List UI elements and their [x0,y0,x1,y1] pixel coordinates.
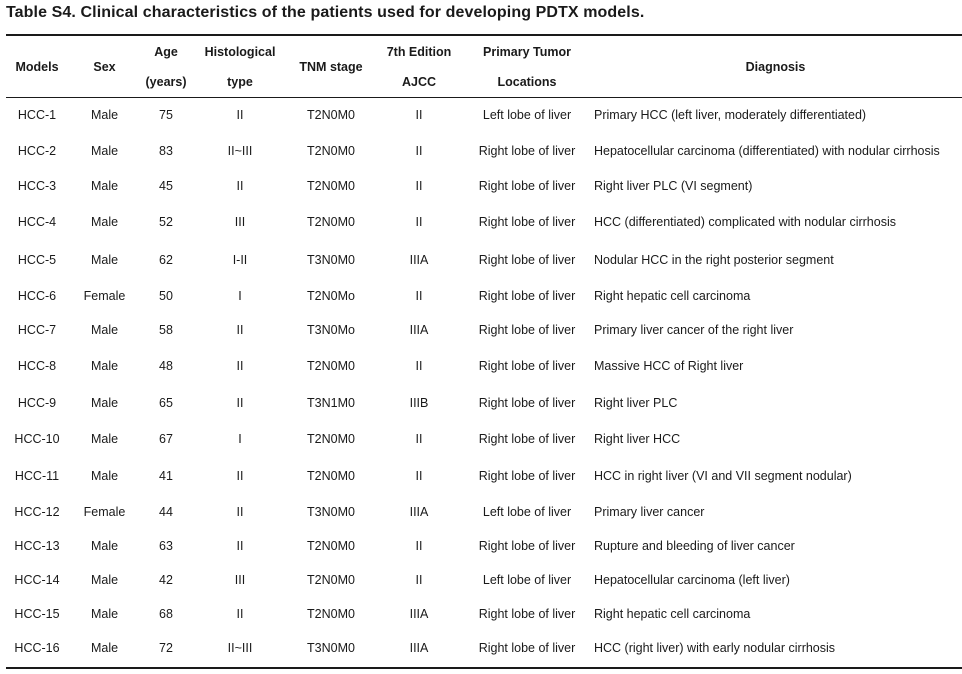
cell-diagnosis: Right liver PLC (VI segment) [594,178,753,193]
cell-diagnosis: Hepatocellular carcinoma (left liver) [594,573,790,587]
cell-age: 41 [159,469,173,483]
cell-age: 68 [159,607,173,621]
cell-tnm-stage: T3N1M0 [307,396,355,410]
cell-histological-type: II [236,178,244,193]
cell-tnm-stage: T3N0M0 [307,641,355,655]
cell-model: HCC-10 [14,432,60,446]
cell-tnm-stage: T2N0M0 [307,215,355,229]
cell-model: HCC-1 [17,108,57,122]
characteristics-table [6,36,962,665]
cell-tumor-location: Right lobe of liver [478,253,576,267]
cell-histological-type: II [236,396,244,410]
cell-age: 67 [159,432,173,446]
header-histological-type: Histological type [204,44,276,89]
cell-tnm-stage: T2N0M0 [307,607,355,621]
cell-ajcc: II [415,215,423,229]
cell-tnm-stage: T3N0M0 [307,253,355,267]
cell-sex: Male [90,108,119,122]
table-row [6,385,962,421]
table-row [6,421,962,457]
cell-histological-type: II [236,323,244,337]
table-row [6,168,962,203]
table-row [6,241,962,279]
cell-ajcc: II [415,573,423,587]
cell-age: 45 [159,178,173,193]
cell-diagnosis: Primary liver cancer of the right liver [594,323,794,337]
cell-diagnosis: Massive HCC of Right liver [594,359,744,373]
cell-histological-type: I-II [232,253,248,267]
cell-histological-type: II~III [227,143,253,158]
cell-tumor-location: Right lobe of liver [478,359,576,373]
cell-histological-type: II [236,469,244,483]
cell-histological-type: II~III [227,641,253,655]
header-age: Age (years) [145,44,187,89]
cell-diagnosis: Primary liver cancer [594,505,705,519]
cell-model: HCC-12 [14,505,60,519]
header-models: Models [15,59,59,74]
cell-tumor-location: Right lobe of liver [478,432,576,446]
cell-diagnosis: HCC (right liver) with early nodular cirrhosis [594,641,836,655]
header-diagnosis: Diagnosis [745,59,806,74]
cell-sex: Male [90,469,119,483]
cell-age: 58 [159,323,173,337]
cell-tnm-stage: T2N0M0 [307,432,355,446]
cell-sex: Female [83,289,126,303]
cell-diagnosis: Rupture and bleeding of liver cancer [594,539,795,553]
table-row [6,631,962,665]
cell-tumor-location: Right lobe of liver [478,215,576,229]
cell-histological-type: III [234,215,246,229]
cell-diagnosis: Nodular HCC in the right posterior segment [594,253,834,267]
cell-histological-type: I [238,289,242,303]
cell-tumor-location: Right lobe of liver [478,607,576,621]
cell-sex: Male [90,641,119,655]
cell-age: 52 [159,215,173,229]
cell-sex: Female [83,505,126,519]
cell-histological-type: III [234,573,246,587]
table-row [6,495,962,529]
table-row [6,563,962,597]
table-row [6,529,962,563]
cell-sex: Male [90,359,119,373]
cell-tumor-location: Right lobe of liver [478,289,576,303]
cell-sex: Male [90,539,119,553]
cell-sex: Male [90,253,119,267]
cell-histological-type: II [236,359,244,373]
cell-model: HCC-2 [17,143,57,158]
cell-diagnosis: HCC (differentiated) complicated with nodular cirrhosis [594,215,896,229]
cell-ajcc: II [415,143,423,158]
table-body [6,97,962,665]
cell-tnm-stage: T2N0M0 [307,539,355,553]
cell-age: 44 [159,505,173,519]
cell-tnm-stage: T2N0M0 [307,108,355,122]
cell-age: 83 [159,143,173,158]
cell-histological-type: II [236,108,244,122]
cell-model: HCC-6 [17,289,57,303]
cell-tnm-stage: T3N0Mo [307,323,355,337]
cell-histological-type: II [236,607,244,621]
cell-ajcc: II [415,289,423,303]
cell-tnm-stage: T2N0M0 [307,143,355,158]
header-ajcc: 7th Edition AJCC [386,44,452,89]
cell-sex: Male [90,178,119,193]
cell-age: 62 [159,253,173,267]
cell-ajcc: IIIA [409,607,429,621]
cell-tumor-location: Right lobe of liver [478,323,576,337]
table-row [6,133,962,168]
cell-model: HCC-7 [17,323,57,337]
cell-histological-type: II [236,505,244,519]
table-row [6,203,962,241]
table-row [6,279,962,313]
cell-ajcc: II [415,432,423,446]
cell-tumor-location: Left lobe of liver [482,573,572,587]
bottom-rule [6,667,962,669]
cell-model: HCC-13 [14,539,60,553]
cell-tumor-location: Right lobe of liver [478,469,576,483]
cell-sex: Male [90,607,119,621]
cell-tnm-stage: T2N0M0 [307,469,355,483]
cell-ajcc: II [415,108,423,122]
cell-model: HCC-16 [14,641,60,655]
table-row [6,457,962,495]
cell-model: HCC-11 [14,469,60,483]
header-tnm-stage: TNM stage [299,59,363,74]
cell-tnm-stage: T2N0M0 [307,178,355,193]
cell-tumor-location: Right lobe of liver [478,539,576,553]
cell-model: HCC-4 [17,215,57,229]
cell-age: 72 [159,641,173,655]
cell-ajcc: II [415,359,423,373]
cell-tumor-location: Right lobe of liver [478,641,576,655]
cell-sex: Male [90,323,119,337]
cell-model: HCC-14 [14,573,60,587]
cell-diagnosis: Right hepatic cell carcinoma [594,607,751,621]
cell-ajcc: II [415,178,423,193]
cell-ajcc: IIIA [409,323,429,337]
cell-diagnosis: Hepatocellular carcinoma (differentiated) with nodular cirrhosis [594,143,940,158]
cell-tnm-stage: T3N0M0 [307,505,355,519]
cell-age: 65 [159,396,173,410]
header-sex: Sex [93,59,116,74]
cell-tnm-stage: T2N0M0 [307,359,355,373]
table-caption: Table S4. Clinical characteristics of the patients used for developing PDTX models. [6,4,645,21]
cell-histological-type: II [236,539,244,553]
cell-ajcc: II [415,469,423,483]
cell-ajcc: IIIB [409,396,429,410]
table-row [6,597,962,631]
table-row [6,97,962,133]
cell-model: HCC-9 [17,396,57,410]
cell-sex: Male [90,432,119,446]
cell-tumor-location: Left lobe of liver [482,505,572,519]
cell-tumor-location: Right lobe of liver [478,396,576,410]
cell-tumor-location: Left lobe of liver [482,108,572,122]
cell-sex: Male [90,215,119,229]
cell-tumor-location: Right lobe of liver [478,143,576,158]
cell-age: 50 [159,289,173,303]
cell-model: HCC-3 [17,178,57,193]
cell-ajcc: IIIA [409,253,429,267]
cell-sex: Male [90,143,119,158]
cell-tnm-stage: T2N0Mo [307,289,355,303]
header-row [6,36,962,97]
cell-sex: Male [90,573,119,587]
header-tumor-locations: Primary Tumor Locations [483,44,571,89]
cell-diagnosis: HCC in right liver (VI and VII segment nodular) [594,469,852,483]
cell-model: HCC-5 [17,253,57,267]
cell-tnm-stage: T2N0M0 [307,573,355,587]
cell-model: HCC-15 [14,607,60,621]
cell-sex: Male [90,396,119,410]
cell-diagnosis: Right hepatic cell carcinoma [594,289,751,303]
table-row [6,313,962,347]
cell-ajcc: IIIA [409,641,429,655]
cell-diagnosis: Right liver HCC [594,432,681,446]
cell-age: 42 [159,573,173,587]
cell-histological-type: I [238,432,242,446]
cell-age: 75 [159,108,173,122]
cell-diagnosis: Primary HCC (left liver, moderately differentiated) [594,108,867,122]
cell-ajcc: IIIA [409,505,429,519]
cell-age: 48 [159,359,173,373]
cell-model: HCC-8 [17,359,57,373]
cell-tumor-location: Right lobe of liver [478,178,576,193]
cell-age: 63 [159,539,173,553]
table-row [6,347,962,385]
cell-diagnosis: Right liver PLC [594,396,678,410]
cell-ajcc: II [415,539,423,553]
